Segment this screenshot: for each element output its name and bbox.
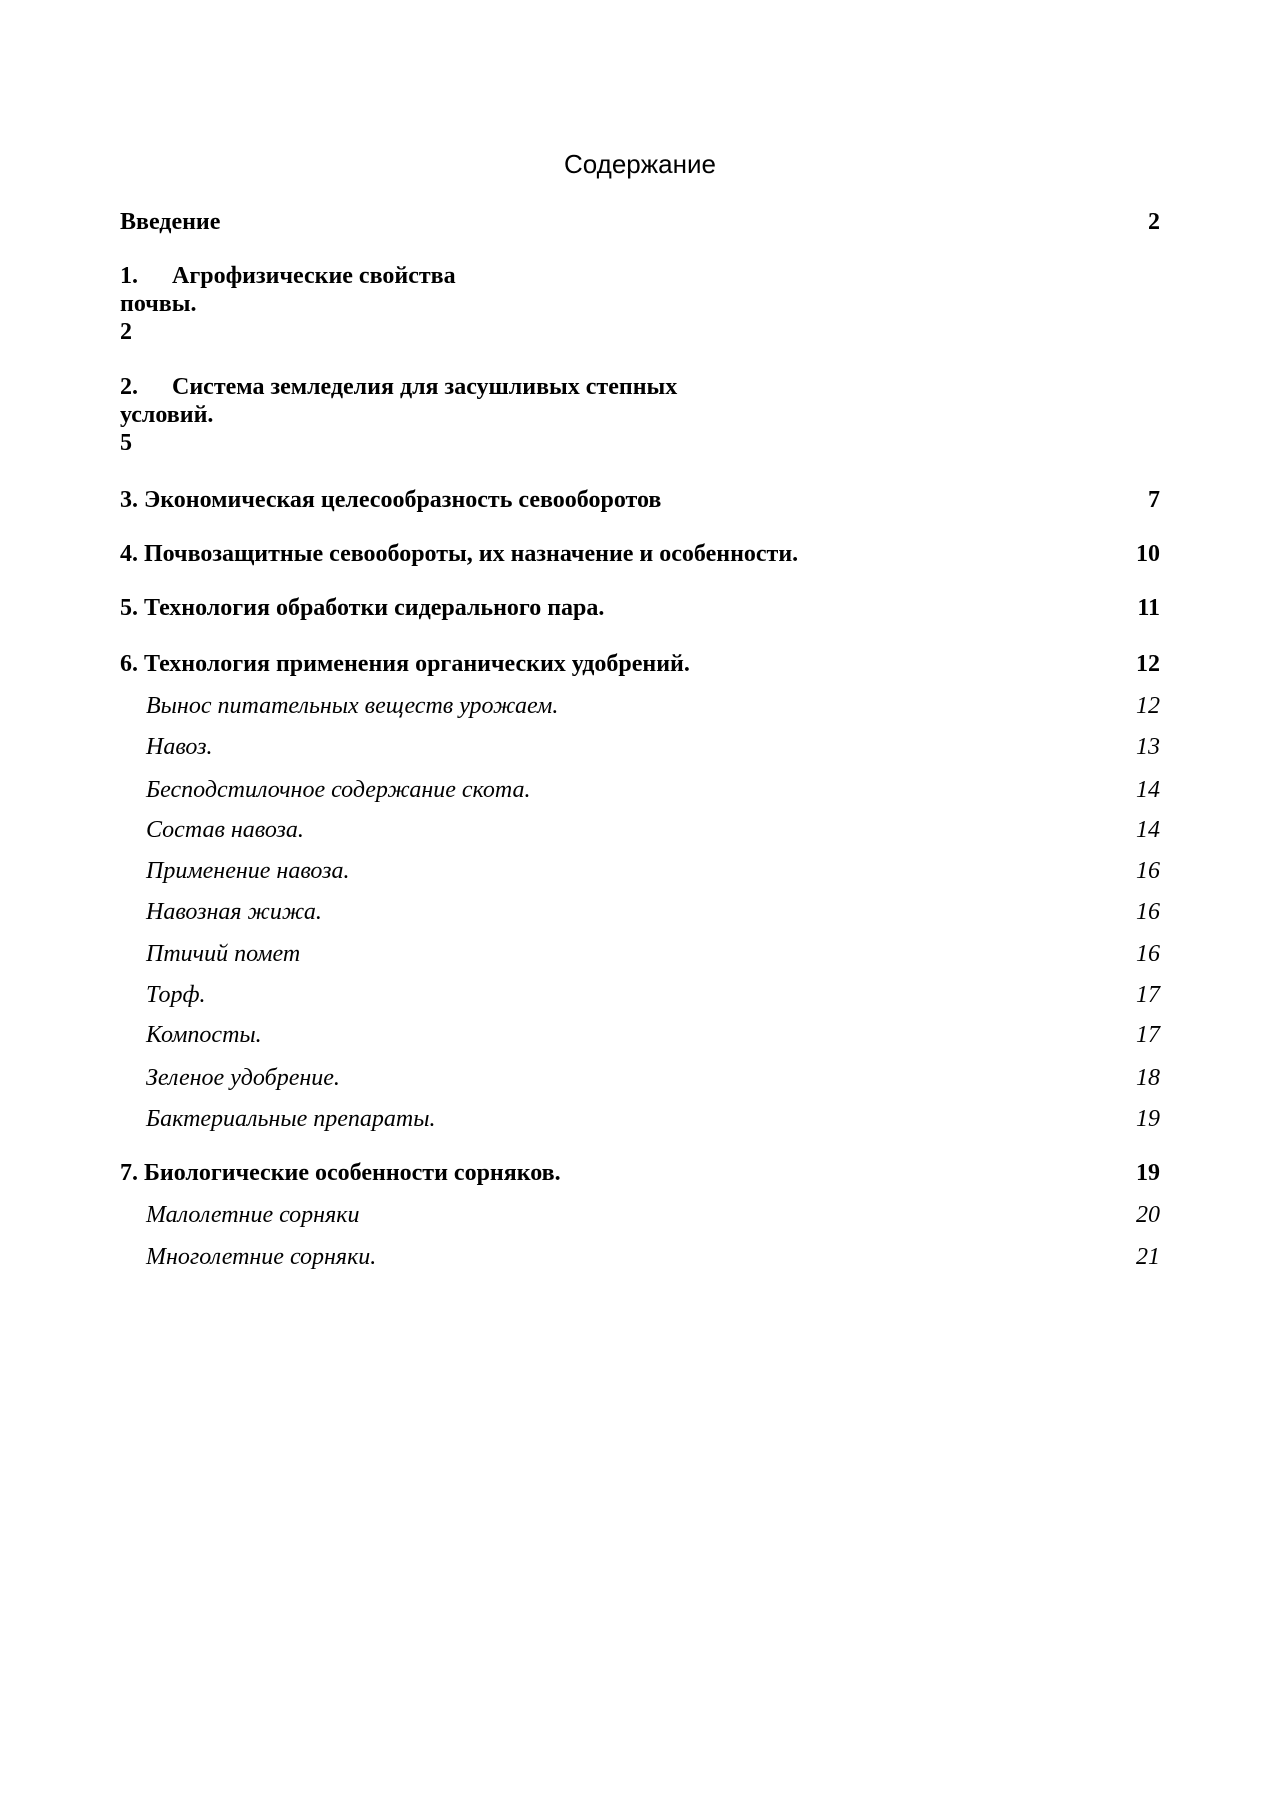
toc-entry-page: 13 — [1136, 734, 1160, 760]
toc-entry-page: 16 — [1136, 941, 1160, 967]
toc-entry-section-1 — [120, 262, 760, 346]
toc-entry-label: Бактериальные препараты. — [146, 1106, 436, 1132]
toc-entry-page: 10 — [1136, 541, 1160, 567]
toc-entry-label: Многолетние сорняки. — [146, 1244, 377, 1270]
toc-entry-number: 2. — [120, 374, 138, 400]
toc-entry-page: 12 — [1136, 693, 1160, 719]
toc-entry-label: 6. Технология применения органических удобрений. — [120, 651, 690, 677]
toc-entry-label: Навозная жижа. — [146, 899, 322, 925]
toc-entry-page: 12 — [1136, 651, 1160, 677]
toc-entry-label: Малолетние сорняки — [146, 1202, 360, 1228]
toc-entry-page: 14 — [1136, 817, 1160, 843]
toc-entry-label: 4. Почвозащитные севообороты, их назначение и особенности. — [120, 541, 799, 567]
toc-entry-line-2: почвы. — [120, 291, 197, 317]
toc-entry-page: 17 — [1136, 982, 1160, 1008]
toc-entry-label: Система земледелия для засушливых степных — [172, 374, 678, 400]
toc-entry-page: 7 — [1148, 487, 1160, 513]
toc-entry-page: 5 — [120, 430, 132, 456]
toc-entry-page: 2 — [1148, 209, 1160, 235]
toc-entry-label: 7. Биологические особенности сорняков. — [120, 1160, 561, 1186]
toc-entry-line-2: условий. — [120, 402, 214, 428]
toc-entry-page: 11 — [1137, 595, 1160, 621]
toc-entry-label: Применение навоза. — [146, 858, 350, 884]
toc-entry-page: 21 — [1136, 1244, 1160, 1270]
toc-entry-label: Птичий помет — [146, 941, 301, 967]
toc-entry-page: 20 — [1136, 1202, 1160, 1228]
toc-entry-line-1 — [120, 262, 760, 290]
toc-entry-page: 18 — [1136, 1065, 1160, 1091]
toc-entry-number: 1. — [120, 263, 138, 289]
toc-entry-label: Введение — [120, 209, 221, 235]
toc-entry-label: Торф. — [146, 982, 206, 1008]
toc-entry-label: Агрофизические свойства — [172, 263, 456, 289]
toc-entry-line-1 — [120, 373, 760, 401]
toc-entry-label: Компосты. — [146, 1022, 262, 1048]
toc-entry-page: 14 — [1136, 777, 1160, 803]
toc-entry-page: 19 — [1136, 1106, 1160, 1132]
toc-entry-label: Вынос питательных веществ урожаем. — [146, 693, 559, 719]
toc-title: Содержание — [564, 149, 716, 179]
toc-entry-label: 3. Экономическая целесообразность севооборотов — [120, 487, 662, 513]
toc-entry-label: Зеленое удобрение. — [146, 1065, 340, 1091]
toc-entry-section-2 — [120, 373, 760, 457]
toc-entry-page: 2 — [120, 319, 132, 345]
toc-entry-label: Бесподстилочное содержание скота. — [146, 777, 531, 803]
toc-entry-label: Состав навоза. — [146, 817, 304, 843]
toc-entry-page: 16 — [1136, 858, 1160, 884]
toc-entry-page: 19 — [1136, 1160, 1160, 1186]
toc-entry-page: 16 — [1136, 899, 1160, 925]
toc-entry-page: 17 — [1136, 1022, 1160, 1048]
toc-entry-label: 5. Технология обработки сидерального пара. — [120, 595, 605, 621]
toc-entry-label: Навоз. — [146, 734, 213, 760]
